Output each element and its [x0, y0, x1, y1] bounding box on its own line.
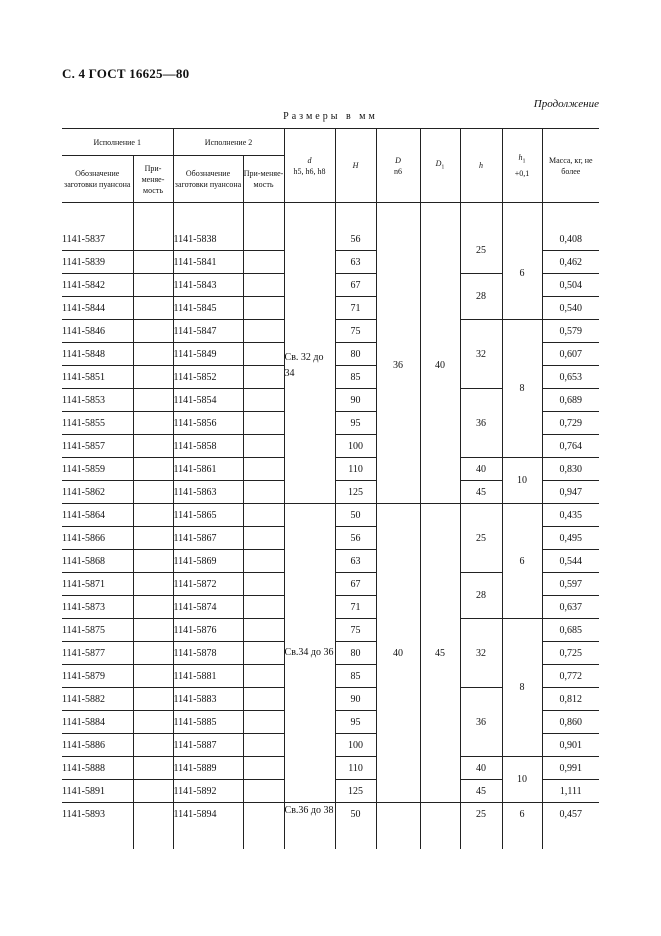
mass-cell: 0,462 — [542, 251, 599, 274]
applicability-cell — [133, 481, 173, 504]
code-exec-1: 1141-5851 — [62, 366, 133, 389]
mass-cell: 0,495 — [542, 527, 599, 550]
H-cell: 125 — [335, 481, 376, 504]
header-exec-1: Исполнение 1 — [62, 129, 173, 156]
h-cell: 32 — [460, 619, 502, 688]
D-cell: 36 — [376, 228, 420, 504]
code-exec-2: 1141-5861 — [173, 458, 243, 481]
h1-cell: 10 — [502, 458, 542, 504]
code-exec-1: 1141-5839 — [62, 251, 133, 274]
d-range-cell: Св.34 до 36 — [284, 504, 335, 803]
H-cell: 100 — [335, 734, 376, 757]
applicability-cell — [133, 711, 173, 734]
spacer-cell — [284, 203, 335, 229]
header-d-tolerance: h5, h6, h8 — [293, 166, 326, 176]
H-cell: 71 — [335, 596, 376, 619]
applicability-cell — [133, 596, 173, 619]
code-exec-2: 1141-5872 — [173, 573, 243, 596]
code-exec-1: 1141-5842 — [62, 274, 133, 297]
mass-cell: 0,653 — [542, 366, 599, 389]
code-exec-2: 1141-5885 — [173, 711, 243, 734]
code-exec-2: 1141-5874 — [173, 596, 243, 619]
h-cell: 40 — [460, 757, 502, 780]
table-row — [62, 504, 599, 527]
header-H-symbol: H — [352, 161, 359, 170]
header-D1-subscript: 1 — [441, 164, 445, 171]
applicability-cell — [243, 803, 284, 826]
mass-cell: 0,457 — [542, 803, 599, 826]
code-exec-2: 1141-5841 — [173, 251, 243, 274]
header-mass: Масса, кг, не более — [542, 129, 599, 203]
h-cell: 28 — [460, 573, 502, 619]
h-cell: 25 — [460, 803, 502, 826]
h-cell: 25 — [460, 228, 502, 274]
H-cell: 100 — [335, 435, 376, 458]
H-cell: 90 — [335, 688, 376, 711]
mass-cell: 0,991 — [542, 757, 599, 780]
code-exec-2: 1141-5852 — [173, 366, 243, 389]
header-D1-symbol: D — [435, 158, 442, 168]
applicability-cell — [133, 665, 173, 688]
h1-cell: 6 — [502, 803, 542, 826]
mass-cell: 0,830 — [542, 458, 599, 481]
applicability-cell — [243, 504, 284, 527]
spec-table — [62, 128, 599, 849]
table-row — [62, 228, 599, 251]
header-designation-2: Обозначение заготовки пуансона — [173, 156, 243, 203]
H-cell: 67 — [335, 274, 376, 297]
H-cell: 63 — [335, 251, 376, 274]
code-exec-2: 1141-5887 — [173, 734, 243, 757]
code-exec-1: 1141-5875 — [62, 619, 133, 642]
mass-cell: 0,860 — [542, 711, 599, 734]
h1-cell: 6 — [502, 228, 542, 320]
header-designation-1: Обозначение заготовки пуансона — [62, 156, 133, 203]
H-cell: 56 — [335, 228, 376, 251]
applicability-cell — [243, 458, 284, 481]
H-cell: 85 — [335, 366, 376, 389]
applicability-cell — [243, 757, 284, 780]
applicability-cell — [133, 642, 173, 665]
applicability-cell — [133, 389, 173, 412]
H-cell: 75 — [335, 619, 376, 642]
d-range-cell: Св.36 до 38 — [284, 803, 335, 850]
applicability-cell — [133, 458, 173, 481]
H-cell — [335, 825, 376, 849]
mass-cell: 0,901 — [542, 734, 599, 757]
applicability-cell — [133, 527, 173, 550]
header-h-symbol: h — [479, 161, 484, 170]
header-h1-symbol: h — [518, 153, 523, 163]
header-D — [376, 129, 420, 203]
code-exec-2: 1141-5883 — [173, 688, 243, 711]
applicability-cell — [243, 228, 284, 251]
code-exec-2: 1141-5869 — [173, 550, 243, 573]
H-cell: 75 — [335, 320, 376, 343]
H-cell: 110 — [335, 458, 376, 481]
mass-cell — [542, 825, 599, 849]
applicability-cell — [243, 297, 284, 320]
code-exec-1: 1141-5864 — [62, 504, 133, 527]
code-exec-2: 1141-5892 — [173, 780, 243, 803]
page-header: С. 4 ГОСТ 16625—80 — [62, 66, 190, 81]
H-cell: 95 — [335, 412, 376, 435]
code-exec-1: 1141-5848 — [62, 343, 133, 366]
code-exec-2: 1141-5858 — [173, 435, 243, 458]
code-exec-1: 1141-5891 — [62, 780, 133, 803]
code-exec-1: 1141-5882 — [62, 688, 133, 711]
applicability-cell — [133, 274, 173, 297]
H-cell: 63 — [335, 550, 376, 573]
code-exec-1: 1141-5888 — [62, 757, 133, 780]
h1-cell: 8 — [502, 320, 542, 458]
applicability-cell — [62, 825, 133, 849]
applicability-cell — [243, 780, 284, 803]
mass-cell: 1,111 — [542, 780, 599, 803]
applicability-cell — [243, 550, 284, 573]
spacer-cell — [173, 203, 243, 229]
applicability-cell — [133, 550, 173, 573]
D-cell — [376, 803, 420, 826]
D1-cell — [420, 825, 460, 849]
applicability-cell — [243, 274, 284, 297]
code-exec-1: 1141-5886 — [62, 734, 133, 757]
code-exec-2: 1141-5856 — [173, 412, 243, 435]
code-exec-1: 1141-5837 — [62, 228, 133, 251]
applicability-cell — [133, 734, 173, 757]
mass-cell: 0,607 — [542, 343, 599, 366]
code-exec-1: 1141-5853 — [62, 389, 133, 412]
spacer-cell — [376, 203, 420, 229]
code-exec-2: 1141-5838 — [173, 228, 243, 251]
applicability-cell — [243, 688, 284, 711]
code-exec-2: 1141-5881 — [173, 665, 243, 688]
H-cell: 125 — [335, 780, 376, 803]
D1-cell: 40 — [420, 228, 460, 504]
applicability-cell — [133, 251, 173, 274]
mass-cell: 0,685 — [542, 619, 599, 642]
h-cell: 25 — [460, 504, 502, 573]
code-exec-1: 1141-5879 — [62, 665, 133, 688]
h-cell: 28 — [460, 274, 502, 320]
H-cell: 50 — [335, 803, 376, 826]
spacer-row — [62, 203, 599, 229]
code-exec-2: 1141-5867 — [173, 527, 243, 550]
code-exec-2: 1141-5847 — [173, 320, 243, 343]
code-exec-2: 1141-5849 — [173, 343, 243, 366]
mass-cell: 0,764 — [542, 435, 599, 458]
applicability-cell — [243, 665, 284, 688]
header-applicability-2: При-меняе-мость — [243, 156, 284, 203]
code-exec-2: 1141-5894 — [173, 803, 243, 826]
h1-cell: 8 — [502, 619, 542, 757]
code-exec-2: 1141-5854 — [173, 389, 243, 412]
header-D-tolerance: n6 — [394, 166, 403, 176]
h-cell: 45 — [460, 481, 502, 504]
applicability-cell — [133, 320, 173, 343]
applicability-cell — [133, 780, 173, 803]
H-cell: 90 — [335, 389, 376, 412]
code-exec-1: 1141-5873 — [62, 596, 133, 619]
mass-cell: 0,597 — [542, 573, 599, 596]
header-h1-subscript: 1 — [522, 158, 526, 165]
sizes-caption: Размеры в мм — [283, 111, 378, 122]
applicability-cell — [243, 435, 284, 458]
H-cell: 80 — [335, 343, 376, 366]
code-exec-1: 1141-5855 — [62, 412, 133, 435]
applicability-cell — [133, 825, 173, 849]
H-cell: 71 — [335, 297, 376, 320]
mass-cell: 0,504 — [542, 274, 599, 297]
spacer-cell — [335, 203, 376, 229]
h-cell: 36 — [460, 389, 502, 458]
H-cell: 67 — [335, 573, 376, 596]
applicability-cell — [133, 412, 173, 435]
mass-cell: 0,637 — [542, 596, 599, 619]
H-cell: 56 — [335, 527, 376, 550]
H-cell: 95 — [335, 711, 376, 734]
applicability-cell — [243, 412, 284, 435]
mass-cell: 0,725 — [542, 642, 599, 665]
applicability-cell — [243, 711, 284, 734]
h-cell: 45 — [460, 780, 502, 803]
applicability-cell — [133, 688, 173, 711]
applicability-cell — [133, 343, 173, 366]
H-cell: 50 — [335, 504, 376, 527]
D1-cell — [420, 803, 460, 826]
code-exec-1: 1141-5893 — [62, 803, 133, 826]
applicability-cell — [133, 573, 173, 596]
header-D-symbol: D — [395, 155, 401, 165]
mass-cell: 0,729 — [542, 412, 599, 435]
mass-cell: 0,540 — [542, 297, 599, 320]
mass-cell: 0,689 — [542, 389, 599, 412]
D-cell: 40 — [376, 504, 420, 803]
code-exec-1: 1141-5877 — [62, 642, 133, 665]
mass-cell: 0,772 — [542, 665, 599, 688]
applicability-cell — [243, 573, 284, 596]
code-exec-1: 1141-5859 — [62, 458, 133, 481]
code-exec-2: 1141-5876 — [173, 619, 243, 642]
code-exec-1: 1141-5868 — [62, 550, 133, 573]
applicability-cell — [243, 825, 284, 849]
D-cell — [376, 825, 420, 849]
H-cell: 85 — [335, 665, 376, 688]
code-exec-1: 1141-5884 — [62, 711, 133, 734]
code-exec-1: 1141-5844 — [62, 297, 133, 320]
code-exec-1: 1141-5857 — [62, 435, 133, 458]
spacer-cell — [460, 203, 502, 229]
h1-cell: 10 — [502, 757, 542, 803]
applicability-cell — [133, 619, 173, 642]
applicability-cell — [133, 228, 173, 251]
applicability-cell — [243, 389, 284, 412]
mass-cell: 0,544 — [542, 550, 599, 573]
code-exec-1: 1141-5862 — [62, 481, 133, 504]
code-exec-2: 1141-5889 — [173, 757, 243, 780]
code-exec-1: 1141-5871 — [62, 573, 133, 596]
h-cell: 36 — [460, 688, 502, 757]
applicability-cell — [243, 251, 284, 274]
applicability-cell — [133, 297, 173, 320]
applicability-cell — [243, 642, 284, 665]
applicability-cell — [243, 734, 284, 757]
spacer-cell — [420, 203, 460, 229]
H-cell: 80 — [335, 642, 376, 665]
h-cell: 32 — [460, 320, 502, 389]
h1-cell: 6 — [502, 504, 542, 619]
spacer-cell — [62, 203, 133, 229]
code-exec-1: 1141-5846 — [62, 320, 133, 343]
header-d-symbol: d — [307, 155, 312, 165]
applicability-cell — [243, 527, 284, 550]
mass-cell: 0,579 — [542, 320, 599, 343]
applicability-cell — [243, 343, 284, 366]
applicability-cell — [243, 619, 284, 642]
code-exec-2: 1141-5878 — [173, 642, 243, 665]
h1-cell — [502, 825, 542, 849]
header-h — [460, 129, 502, 203]
header-D1 — [420, 129, 460, 203]
mass-cell: 0,812 — [542, 688, 599, 711]
code-exec-2: 1141-5865 — [173, 504, 243, 527]
applicability-cell — [133, 504, 173, 527]
continuation-label: Продолжение — [533, 98, 599, 110]
code-exec-1: 1141-5866 — [62, 527, 133, 550]
header-h1 — [502, 129, 542, 203]
applicability-cell — [243, 320, 284, 343]
h-cell: 40 — [460, 458, 502, 481]
applicability-cell — [173, 825, 243, 849]
code-exec-2: 1141-5863 — [173, 481, 243, 504]
code-exec-2: 1141-5845 — [173, 297, 243, 320]
applicability-cell — [243, 366, 284, 389]
header-exec-2: Исполнение 2 — [173, 129, 284, 156]
applicability-cell — [133, 757, 173, 780]
mass-cell: 0,435 — [542, 504, 599, 527]
spacer-cell — [542, 203, 599, 229]
applicability-cell — [243, 481, 284, 504]
mass-cell: 0,947 — [542, 481, 599, 504]
applicability-cell — [133, 435, 173, 458]
spacer-cell — [502, 203, 542, 229]
header-applicability-1: При-меняе-мость — [133, 156, 173, 203]
H-cell: 110 — [335, 757, 376, 780]
header-H — [335, 129, 376, 203]
h-cell — [460, 825, 502, 849]
D1-cell: 45 — [420, 504, 460, 803]
spacer-cell — [243, 203, 284, 229]
table-row — [62, 803, 599, 826]
applicability-cell — [133, 803, 173, 826]
mass-cell: 0,408 — [542, 228, 599, 251]
header-h1-tolerance: +0,1 — [514, 168, 530, 178]
applicability-cell — [133, 366, 173, 389]
d-range-cell: Св. 32 до 34 — [284, 228, 335, 504]
header-d — [284, 129, 335, 203]
applicability-cell — [243, 596, 284, 619]
code-exec-2: 1141-5843 — [173, 274, 243, 297]
spacer-cell — [133, 203, 173, 229]
